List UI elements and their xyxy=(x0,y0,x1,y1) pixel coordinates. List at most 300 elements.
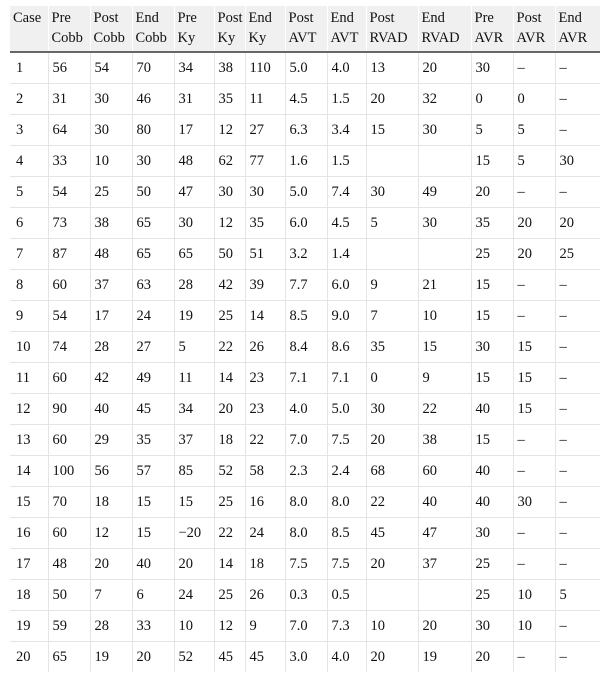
column-header-line: AVT xyxy=(288,30,317,46)
table-cell: 7.4 xyxy=(327,177,366,208)
table-cell: 24 xyxy=(174,580,214,611)
column-header xyxy=(418,6,471,52)
table-cell: 11 xyxy=(174,363,214,394)
table-cell: 35 xyxy=(366,332,418,363)
case-number-cell: 12 xyxy=(10,394,48,425)
table-cell: 48 xyxy=(48,549,90,580)
table-cell: 35 xyxy=(471,208,513,239)
table-cell: 12 xyxy=(214,115,245,146)
data-table xyxy=(10,6,600,672)
table-cell: 20 xyxy=(90,549,132,580)
column-header-line: End xyxy=(248,10,272,26)
table-cell: 40 xyxy=(132,549,174,580)
table-cell: 28 xyxy=(174,270,214,301)
table-cell xyxy=(418,146,471,177)
table-cell: 9.0 xyxy=(327,301,366,332)
table-cell: 5 xyxy=(513,115,555,146)
table-body xyxy=(10,52,600,672)
table-cell: 60 xyxy=(48,518,90,549)
table-cell: 25 xyxy=(555,239,600,270)
table-cell: 20 xyxy=(366,549,418,580)
table-cell: 14 xyxy=(214,549,245,580)
case-number-cell: 19 xyxy=(10,611,48,642)
data-table-container xyxy=(10,6,600,672)
table-cell: 30 xyxy=(471,518,513,549)
table-row xyxy=(10,611,600,642)
table-cell: 30 xyxy=(90,84,132,115)
table-cell: 28 xyxy=(90,332,132,363)
column-header-line: AVR xyxy=(474,30,504,46)
column-header xyxy=(174,6,214,52)
table-cell: 38 xyxy=(418,425,471,456)
table-cell xyxy=(366,239,418,270)
table-cell: 40 xyxy=(471,487,513,518)
table-cell: 19 xyxy=(174,301,214,332)
table-cell: 4.0 xyxy=(285,394,327,425)
table-cell: 30 xyxy=(513,487,555,518)
table-cell: 3.2 xyxy=(285,239,327,270)
table-cell: 7.1 xyxy=(327,363,366,394)
table-row xyxy=(10,332,600,363)
table-cell: – xyxy=(513,177,555,208)
table-row xyxy=(10,456,600,487)
column-header xyxy=(214,6,245,52)
table-row xyxy=(10,239,600,270)
column-header-line: Post xyxy=(369,10,395,26)
table-cell: 26 xyxy=(245,332,285,363)
table-cell: 25 xyxy=(90,177,132,208)
table-cell: 1.6 xyxy=(285,146,327,177)
column-header-line: Post xyxy=(93,10,119,26)
table-cell: 20 xyxy=(132,642,174,673)
table-cell: 18 xyxy=(90,487,132,518)
table-cell: 15 xyxy=(513,332,555,363)
table-cell: – xyxy=(555,363,600,394)
table-cell: 57 xyxy=(132,456,174,487)
case-number-cell: 16 xyxy=(10,518,48,549)
column-header-line: End xyxy=(135,10,159,26)
table-cell: 28 xyxy=(90,611,132,642)
column-header-line: RVAD xyxy=(369,30,408,46)
table-cell: 7.5 xyxy=(327,549,366,580)
column-header xyxy=(471,6,513,52)
table-cell: 12 xyxy=(214,208,245,239)
table-cell: 5 xyxy=(366,208,418,239)
table-cell: 3.0 xyxy=(285,642,327,673)
table-cell: 1.5 xyxy=(327,84,366,115)
table-cell: 45 xyxy=(214,642,245,673)
table-cell: 45 xyxy=(245,642,285,673)
table-row xyxy=(10,425,600,456)
table-row xyxy=(10,146,600,177)
table-cell: 8.0 xyxy=(285,518,327,549)
table-cell: 20 xyxy=(214,394,245,425)
column-header-line: Case xyxy=(13,10,42,26)
table-cell: 7 xyxy=(90,580,132,611)
table-row xyxy=(10,549,600,580)
table-cell: 5 xyxy=(174,332,214,363)
table-cell: 50 xyxy=(132,177,174,208)
table-cell: 46 xyxy=(132,84,174,115)
table-cell: 80 xyxy=(132,115,174,146)
table-cell: 60 xyxy=(48,425,90,456)
column-header-line: Pre xyxy=(474,10,494,26)
table-cell: 65 xyxy=(174,239,214,270)
table-cell: 10 xyxy=(513,580,555,611)
table-cell: 0 xyxy=(513,84,555,115)
table-cell: 26 xyxy=(245,580,285,611)
case-number-cell: 5 xyxy=(10,177,48,208)
table-cell: 7 xyxy=(366,301,418,332)
table-cell: 13 xyxy=(366,52,418,84)
table-cell: 5.0 xyxy=(285,177,327,208)
table-cell: 17 xyxy=(90,301,132,332)
table-cell: 8.5 xyxy=(285,301,327,332)
table-cell: 39 xyxy=(245,270,285,301)
table-cell: 14 xyxy=(214,363,245,394)
table-cell: 9 xyxy=(418,363,471,394)
column-header-line: Cobb xyxy=(93,30,125,46)
table-cell: 9 xyxy=(366,270,418,301)
table-cell: 37 xyxy=(174,425,214,456)
column-header-line: End xyxy=(330,10,354,26)
column-header-line: Ky xyxy=(217,30,236,46)
table-cell: 74 xyxy=(48,332,90,363)
table-cell: – xyxy=(513,270,555,301)
case-number-cell: 14 xyxy=(10,456,48,487)
table-cell: 7.7 xyxy=(285,270,327,301)
case-number-cell: 20 xyxy=(10,642,48,673)
table-cell: 52 xyxy=(214,456,245,487)
table-cell: 65 xyxy=(132,208,174,239)
table-cell: 15 xyxy=(471,363,513,394)
table-cell: – xyxy=(555,270,600,301)
table-cell: 4.5 xyxy=(285,84,327,115)
table-cell: 35 xyxy=(214,84,245,115)
column-header-line: End xyxy=(558,10,582,26)
table-cell: 27 xyxy=(132,332,174,363)
table-cell xyxy=(418,580,471,611)
table-cell: 23 xyxy=(245,394,285,425)
table-cell: 52 xyxy=(174,642,214,673)
table-cell: 54 xyxy=(48,301,90,332)
table-cell: 6 xyxy=(132,580,174,611)
column-header xyxy=(10,6,48,52)
table-cell: 70 xyxy=(48,487,90,518)
column-header xyxy=(245,6,285,52)
table-cell: 30 xyxy=(366,394,418,425)
table-cell: 49 xyxy=(132,363,174,394)
case-number-cell: 3 xyxy=(10,115,48,146)
table-cell: 22 xyxy=(366,487,418,518)
table-cell: 47 xyxy=(174,177,214,208)
table-cell: 40 xyxy=(471,394,513,425)
column-header-line xyxy=(13,28,46,48)
table-cell: 40 xyxy=(90,394,132,425)
table-cell: 10 xyxy=(418,301,471,332)
table-cell: 3.4 xyxy=(327,115,366,146)
table-cell: 0.3 xyxy=(285,580,327,611)
table-cell: 100 xyxy=(48,456,90,487)
table-cell: 21 xyxy=(418,270,471,301)
table-cell: 30 xyxy=(132,146,174,177)
column-header-line: RVAD xyxy=(421,30,460,46)
table-row xyxy=(10,84,600,115)
table-cell: 70 xyxy=(132,52,174,84)
table-cell: 37 xyxy=(418,549,471,580)
table-cell: – xyxy=(555,301,600,332)
table-cell: 20 xyxy=(366,84,418,115)
table-row xyxy=(10,363,600,394)
case-number-cell: 18 xyxy=(10,580,48,611)
table-cell: 2.3 xyxy=(285,456,327,487)
table-row xyxy=(10,115,600,146)
column-header xyxy=(327,6,366,52)
table-cell: 30 xyxy=(366,177,418,208)
case-number-cell: 4 xyxy=(10,146,48,177)
table-cell: 51 xyxy=(245,239,285,270)
case-number-cell: 15 xyxy=(10,487,48,518)
table-cell: 33 xyxy=(48,146,90,177)
table-cell: 20 xyxy=(174,549,214,580)
table-cell: 37 xyxy=(90,270,132,301)
column-header-line: Cobb xyxy=(135,30,167,46)
table-cell: 15 xyxy=(174,487,214,518)
table-cell: 30 xyxy=(471,52,513,84)
table-cell: 19 xyxy=(90,642,132,673)
column-header xyxy=(48,6,90,52)
table-row xyxy=(10,580,600,611)
table-cell: 62 xyxy=(214,146,245,177)
case-number-cell: 17 xyxy=(10,549,48,580)
table-cell: 54 xyxy=(90,52,132,84)
table-cell: – xyxy=(555,518,600,549)
table-cell: 15 xyxy=(132,518,174,549)
table-row xyxy=(10,208,600,239)
table-row xyxy=(10,642,600,673)
table-cell: 15 xyxy=(132,487,174,518)
table-cell: 22 xyxy=(214,332,245,363)
table-cell: 12 xyxy=(90,518,132,549)
table-cell: 25 xyxy=(214,301,245,332)
table-cell: 73 xyxy=(48,208,90,239)
table-cell: 47 xyxy=(418,518,471,549)
table-cell: – xyxy=(513,456,555,487)
column-header-line: Cobb xyxy=(51,30,83,46)
table-cell: – xyxy=(555,456,600,487)
table-cell: – xyxy=(513,518,555,549)
table-cell: 65 xyxy=(132,239,174,270)
table-cell: 68 xyxy=(366,456,418,487)
column-header-line: Post xyxy=(217,10,243,26)
case-number-cell: 8 xyxy=(10,270,48,301)
table-cell: 60 xyxy=(418,456,471,487)
table-cell: – xyxy=(555,611,600,642)
table-cell: 64 xyxy=(48,115,90,146)
column-header xyxy=(513,6,555,52)
table-cell: 8.6 xyxy=(327,332,366,363)
table-cell: 15 xyxy=(471,146,513,177)
table-cell: 2.4 xyxy=(327,456,366,487)
table-cell: 10 xyxy=(366,611,418,642)
table-cell: 20 xyxy=(513,239,555,270)
table-cell: 7.3 xyxy=(327,611,366,642)
table-cell: 5.0 xyxy=(327,394,366,425)
table-cell: 48 xyxy=(174,146,214,177)
table-cell: 59 xyxy=(48,611,90,642)
table-cell: 10 xyxy=(90,146,132,177)
table-cell: – xyxy=(555,115,600,146)
table-cell: 56 xyxy=(48,52,90,84)
table-cell: 5 xyxy=(513,146,555,177)
table-row xyxy=(10,487,600,518)
table-row xyxy=(10,270,600,301)
table-cell: 10 xyxy=(174,611,214,642)
column-header-line: Pre xyxy=(51,10,71,26)
table-cell: 15 xyxy=(471,301,513,332)
table-cell: 4.0 xyxy=(327,642,366,673)
table-cell: 20 xyxy=(418,611,471,642)
table-cell: 29 xyxy=(90,425,132,456)
table-cell: 15 xyxy=(471,270,513,301)
table-cell: 0 xyxy=(471,84,513,115)
table-cell: 6.0 xyxy=(327,270,366,301)
table-row xyxy=(10,394,600,425)
table-cell: 18 xyxy=(245,549,285,580)
table-header-row xyxy=(10,6,600,52)
case-number-cell: 6 xyxy=(10,208,48,239)
column-header-line: AVR xyxy=(516,30,546,46)
table-cell: 20 xyxy=(555,208,600,239)
table-cell: 15 xyxy=(366,115,418,146)
table-cell: 0 xyxy=(366,363,418,394)
table-cell xyxy=(366,580,418,611)
table-cell: 6.3 xyxy=(285,115,327,146)
table-cell: −20 xyxy=(174,518,214,549)
table-cell: 48 xyxy=(90,239,132,270)
table-cell: – xyxy=(555,394,600,425)
column-header xyxy=(132,6,174,52)
table-cell: – xyxy=(555,642,600,673)
table-cell: 42 xyxy=(214,270,245,301)
table-cell: 7.0 xyxy=(285,425,327,456)
table-cell: 11 xyxy=(245,84,285,115)
table-cell: 45 xyxy=(132,394,174,425)
table-cell: 15 xyxy=(471,425,513,456)
table-cell: 9 xyxy=(245,611,285,642)
table-cell: – xyxy=(555,52,600,84)
table-cell: – xyxy=(513,301,555,332)
table-cell: 85 xyxy=(174,456,214,487)
table-cell: 5 xyxy=(555,580,600,611)
table-cell: 30 xyxy=(555,146,600,177)
table-cell: 90 xyxy=(48,394,90,425)
table-cell: 10 xyxy=(513,611,555,642)
table-cell: 50 xyxy=(214,239,245,270)
table-cell: 30 xyxy=(418,208,471,239)
table-cell: 27 xyxy=(245,115,285,146)
table-row xyxy=(10,52,600,84)
table-cell: 20 xyxy=(471,177,513,208)
table-cell: 18 xyxy=(214,425,245,456)
table-cell: 5 xyxy=(471,115,513,146)
table-row xyxy=(10,301,600,332)
table-cell: 40 xyxy=(418,487,471,518)
table-cell: 30 xyxy=(90,115,132,146)
table-cell: – xyxy=(513,52,555,84)
table-cell xyxy=(418,239,471,270)
table-cell: – xyxy=(555,487,600,518)
table-cell: 20 xyxy=(418,52,471,84)
table-cell: 24 xyxy=(132,301,174,332)
table-cell: – xyxy=(555,177,600,208)
column-header-line: AVR xyxy=(558,30,588,46)
table-cell: 40 xyxy=(471,456,513,487)
case-number-cell: 9 xyxy=(10,301,48,332)
table-cell: 15 xyxy=(513,394,555,425)
table-cell: 49 xyxy=(418,177,471,208)
table-cell: 110 xyxy=(245,52,285,84)
table-cell: 25 xyxy=(471,239,513,270)
table-cell: 22 xyxy=(418,394,471,425)
case-number-cell: 10 xyxy=(10,332,48,363)
table-cell: 35 xyxy=(245,208,285,239)
table-cell: 17 xyxy=(174,115,214,146)
case-number-cell: 7 xyxy=(10,239,48,270)
table-cell: 15 xyxy=(513,363,555,394)
case-number-cell: 11 xyxy=(10,363,48,394)
case-number-cell: 13 xyxy=(10,425,48,456)
case-number-cell: 2 xyxy=(10,84,48,115)
table-cell: 8.0 xyxy=(285,487,327,518)
table-cell: 15 xyxy=(418,332,471,363)
table-cell: 65 xyxy=(48,642,90,673)
table-cell: 6.0 xyxy=(285,208,327,239)
table-cell: 63 xyxy=(132,270,174,301)
table-cell: 30 xyxy=(174,208,214,239)
case-number-cell: 1 xyxy=(16,59,24,76)
column-header-line: Post xyxy=(288,10,314,26)
column-header-line: Ky xyxy=(248,30,267,46)
table-cell: 77 xyxy=(245,146,285,177)
table-cell: 7.5 xyxy=(285,549,327,580)
table-cell: 25 xyxy=(214,487,245,518)
table-cell: 16 xyxy=(245,487,285,518)
table-cell: 20 xyxy=(513,208,555,239)
table-cell: 32 xyxy=(418,84,471,115)
table-row xyxy=(10,177,600,208)
table-cell: 7.0 xyxy=(285,611,327,642)
table-row xyxy=(10,518,600,549)
table-cell: 25 xyxy=(471,580,513,611)
table-cell: 58 xyxy=(245,456,285,487)
table-cell: 30 xyxy=(418,115,471,146)
table-cell: – xyxy=(513,549,555,580)
table-cell: 34 xyxy=(174,394,214,425)
table-cell: 30 xyxy=(471,332,513,363)
table-cell: – xyxy=(555,549,600,580)
table-cell: 56 xyxy=(90,456,132,487)
column-header xyxy=(555,6,600,52)
table-cell: – xyxy=(513,425,555,456)
column-header xyxy=(285,6,327,52)
table-cell: 20 xyxy=(471,642,513,673)
table-cell: 20 xyxy=(366,425,418,456)
table-cell: 45 xyxy=(366,518,418,549)
table-cell: 25 xyxy=(471,549,513,580)
table-cell xyxy=(366,146,418,177)
table-cell: 31 xyxy=(48,84,90,115)
